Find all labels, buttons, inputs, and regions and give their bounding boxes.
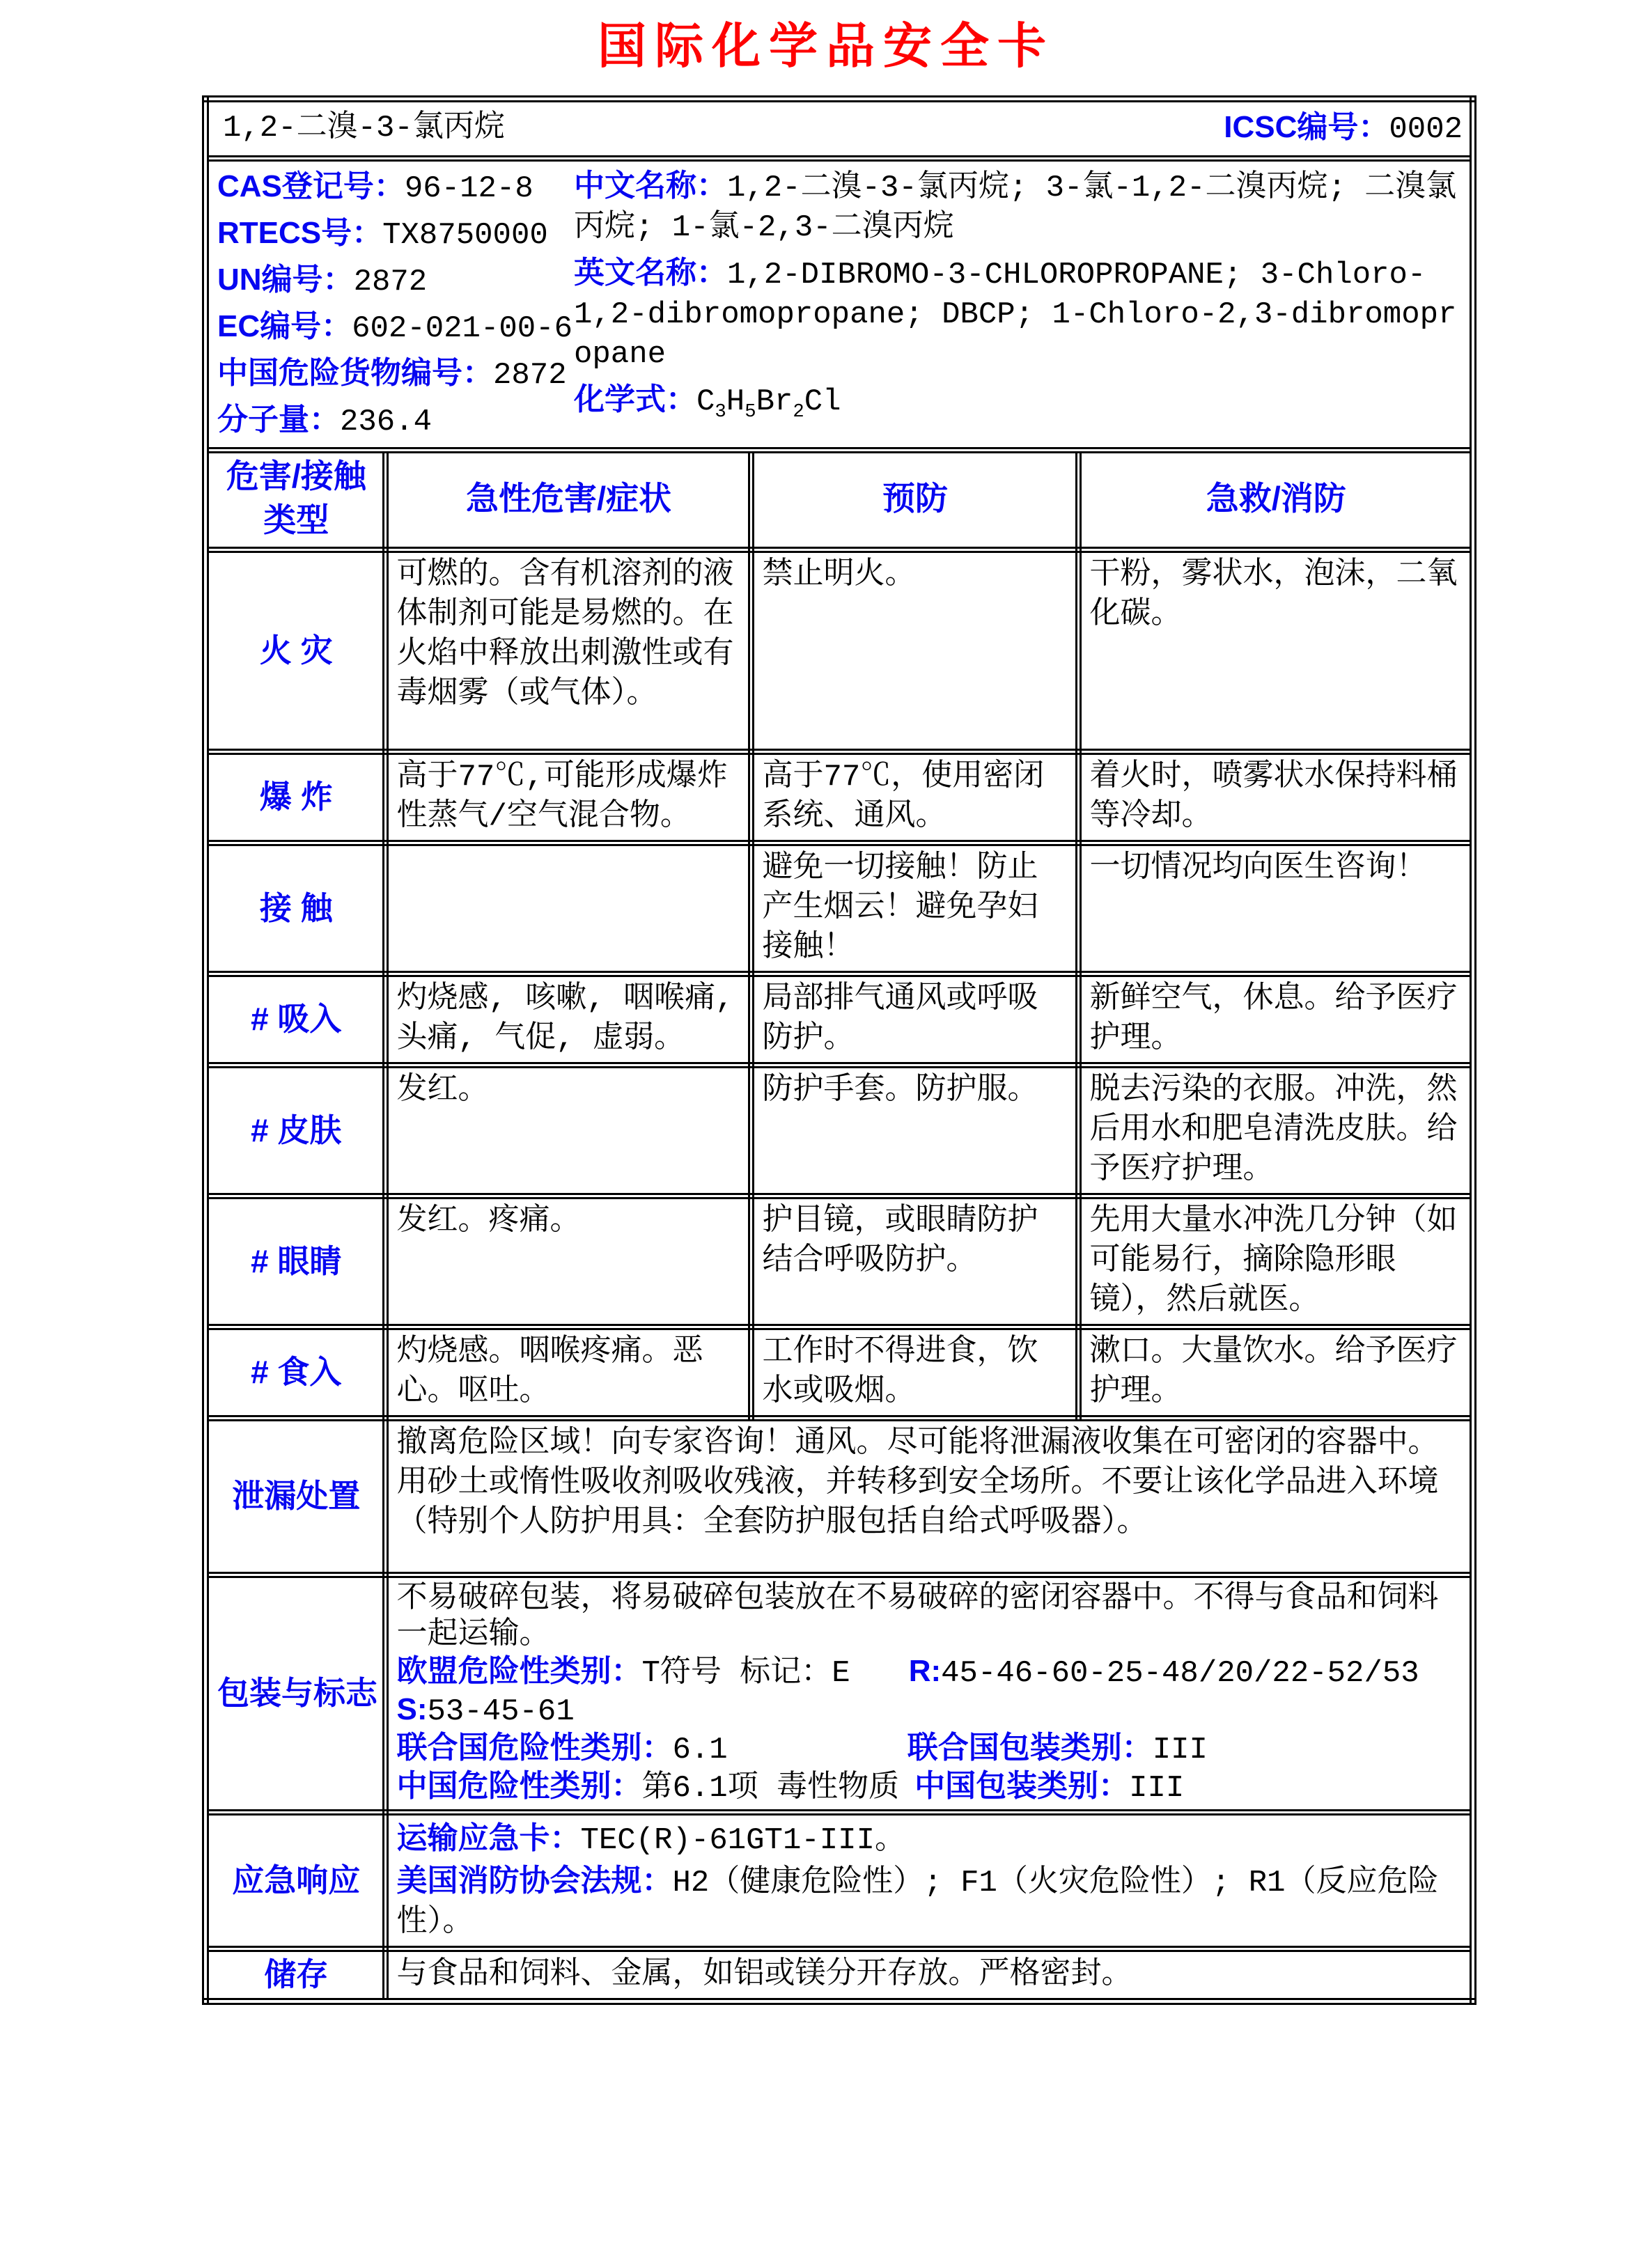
nfpa-value: H2（健康危险性）; F1（火灾危险性）; R1（反应危险性）。 — [396, 1866, 1439, 1940]
eu-hazard-class-label: 欧盟危险性类别： — [396, 1654, 642, 1688]
row-identifiers — [205, 159, 1473, 451]
page-title: 国际化学品安全卡 — [598, 19, 1054, 73]
transport-emergency-card-label: 运输应急卡： — [396, 1821, 581, 1855]
icsc-number-label: ICSC编号： — [1224, 110, 1389, 145]
ec-label: EC编号： — [217, 309, 352, 343]
inhalation-first-aid-cell: 新鲜空气，休息。给予医疗护理。 — [1078, 974, 1473, 1065]
chemical-formula-value: $C_3H_5Br_2Cl$ — [696, 384, 841, 423]
row-ingestion — [205, 1327, 1473, 1419]
header-hazard-type: 危害/接触类型 — [226, 458, 366, 538]
header-prevention: 预防 — [882, 479, 948, 517]
s-phrases-label: S: — [396, 1692, 428, 1726]
row-skin — [205, 1065, 1473, 1196]
ingestion-symptom-cell: 灼烧感。咽喉疼痛。恶心。呕吐。 — [385, 1327, 751, 1419]
packaging-type-label: 包装与标志 — [217, 1675, 377, 1711]
explosion-prevention-cell: 高于77℃，使用密闭系统、通风。 — [751, 752, 1078, 843]
eyes-prevention-cell: 护目镜，或眼睛防护结合呼吸防护。 — [751, 1196, 1078, 1327]
rtecs-value: TX8750000 — [382, 218, 548, 253]
un-hazard-class-label: 联合国危险性类别： — [396, 1731, 673, 1765]
header-symptom-cell — [385, 451, 751, 550]
emergency-type-label: 应急响应 — [232, 1861, 361, 1898]
eyes-type-cell — [205, 1196, 385, 1327]
exposure-prevention-cell: 避免一切接触！防止产生烟云！避免孕妇接触！ — [751, 843, 1078, 974]
cn-dg-number-line — [217, 351, 574, 398]
cn-pack-group-value: III — [1129, 1771, 1185, 1806]
packaging-text-cell — [385, 1575, 1473, 1813]
english-name-value: 1,2-DIBROMO-3-CHLOROPROPANE; 3-Chloro-1,2-dibromopropane; DBCP; 1-Chloro-2,3-dibromopropane — [574, 258, 1457, 372]
cas-number-line — [217, 164, 574, 211]
transport-emergency-card-line — [397, 1818, 1463, 1861]
english-name-para — [574, 253, 1463, 375]
un-pack-group-value: III — [1152, 1733, 1208, 1767]
row-inhalation — [205, 974, 1473, 1065]
header-first-aid: 急救/消防 — [1206, 479, 1346, 517]
fire-type-label: 火 灾 — [259, 632, 333, 669]
cn-pack-group-label: 中国包装类别： — [914, 1769, 1130, 1803]
un-value: 2872 — [353, 265, 428, 299]
ec-number-line — [217, 304, 574, 351]
storage-text-cell: 与食品和饲料、金属，如铝或镁分开存放。严格密封。 — [385, 1949, 1473, 2002]
nfpa-line — [397, 1861, 1463, 1943]
name-list — [574, 164, 1463, 427]
cn-class-line — [397, 1768, 1463, 1806]
chinese-name-para — [574, 166, 1463, 248]
english-name-label: 英文名称： — [574, 256, 727, 290]
molecular-weight-value: 236.4 — [340, 405, 433, 439]
spill-text-cell: 撤离危险区域！向专家咨询！通风。尽可能将泄漏液收集在可密闭的容器中。用砂土或惰性吸收剂吸收残液，并转移到安全场所。不要让该化学品进入环境（特别个人防护用具：全套防护服包括自给式呼吸器）。 — [385, 1419, 1473, 1575]
nfpa-label: 美国消防协会法规： — [396, 1864, 673, 1898]
cas-label: CAS登记号： — [217, 169, 405, 203]
storage-type-cell — [205, 1949, 385, 2002]
inhalation-prevention-cell: 局部排气通风或呼吸防护。 — [751, 974, 1078, 1065]
row-emergency-response — [205, 1813, 1473, 1949]
explosion-type-label: 爆 炸 — [259, 779, 333, 815]
skin-type-cell — [205, 1065, 385, 1196]
exposure-type-label: 接 触 — [259, 889, 333, 926]
icsc-page — [0, 18, 1652, 2241]
row-chemical-name — [205, 99, 1473, 159]
skin-first-aid-cell: 脱去污染的衣服。冲洗，然后用水和肥皂清洗皮肤。给予医疗护理。 — [1078, 1065, 1473, 1196]
eyes-type-label: # 眼睛 — [251, 1242, 342, 1279]
emergency-type-cell — [205, 1813, 385, 1949]
ingestion-prevention-cell: 工作时不得进食，饮水或吸烟。 — [751, 1327, 1078, 1419]
chemical-name-cell — [205, 99, 1473, 159]
header-prevention-cell — [751, 451, 1078, 550]
ingestion-type-label: # 食入 — [251, 1354, 342, 1390]
packaging-intro: 不易破碎包装，将易破碎包装放在不易破碎的密闭容器中。不得与食品和饲料一起运输。 — [396, 1582, 1439, 1653]
eyes-first-aid-cell: 先用大量水冲洗几分钟（如可能易行，摘除隐形眼镜），然后就医。 — [1078, 1196, 1473, 1327]
molecular-weight-line — [217, 398, 574, 444]
header-first-aid-cell — [1078, 451, 1473, 550]
identifier-list — [217, 164, 574, 444]
identifiers-cell — [205, 159, 1473, 451]
row-explosion — [205, 752, 1473, 843]
icsc-number-group — [1224, 107, 1463, 150]
chemical-name: 1,2-二溴-3-氯丙烷 — [223, 111, 505, 146]
cn-dg-value: 2872 — [493, 358, 567, 393]
s-phrases-value: 53-45-61 — [427, 1694, 575, 1729]
skin-type-label: # 皮肤 — [251, 1111, 342, 1148]
un-pack-group-label: 联合国包装类别： — [907, 1731, 1153, 1765]
ingestion-first-aid-cell: 漱口。大量饮水。给予医疗护理。 — [1078, 1327, 1473, 1419]
chinese-name-value: 1,2-二溴-3-氯丙烷; 3-氯-1,2-二溴丙烷; 二溴氯丙烷; 1-氯-2,3-二溴丙烷 — [574, 171, 1457, 245]
skin-prevention-cell: 防护手套。防护服。 — [751, 1065, 1078, 1196]
transport-emergency-card-value: TEC(R)-61GT1-III。 — [580, 1823, 905, 1858]
header-symptom: 急性危害/症状 — [465, 479, 672, 517]
spill-type-label: 泄漏处置 — [232, 1478, 361, 1514]
fire-prevention-cell: 禁止明火。 — [751, 550, 1078, 752]
cn-dg-label: 中国危险货物编号： — [217, 356, 493, 390]
eu-hazard-class-line — [397, 1653, 1463, 1692]
formula-para — [574, 380, 1463, 422]
explosion-type-cell — [205, 752, 385, 843]
exposure-symptom-cell — [385, 843, 751, 974]
row-storage — [205, 1949, 1473, 2002]
inhalation-type-label: # 吸入 — [251, 1001, 342, 1037]
chinese-name-label: 中文名称： — [574, 169, 727, 203]
spill-type-cell — [205, 1419, 385, 1575]
skin-symptom-cell: 发红。 — [385, 1065, 751, 1196]
eu-hazard-class-value: T符号 标记：E — [641, 1656, 850, 1691]
row-fire — [205, 550, 1473, 752]
un-hazard-class-value: 6.1 — [672, 1733, 728, 1767]
un-class-line — [397, 1730, 1463, 1768]
r-phrases-value: 45-46-60-25-48/20/22-52/53 — [941, 1656, 1419, 1691]
row-spill-disposal — [205, 1419, 1473, 1575]
explosion-first-aid-cell: 着火时，喷雾状水保持料桶等冷却。 — [1078, 752, 1473, 843]
molecular-weight-label: 分子量： — [217, 403, 340, 437]
chemical-formula-label: 化学式： — [574, 382, 696, 416]
rtecs-number-line — [217, 211, 574, 258]
explosion-symptom-cell: 高于77℃,可能形成爆炸性蒸气/空气混合物。 — [385, 752, 751, 843]
row-exposure — [205, 843, 1473, 974]
icsc-card-table — [202, 95, 1476, 2006]
inhalation-symptom-cell: 灼烧感, 咳嗽, 咽喉痛, 头痛, 气促, 虚弱。 — [385, 974, 751, 1065]
cas-value: 96-12-8 — [404, 171, 533, 206]
inhalation-type-cell — [205, 974, 385, 1065]
ec-value: 602-021-00-6 — [352, 311, 572, 346]
r-phrases-label: R: — [908, 1654, 942, 1688]
cn-hazard-class-value: 第6.1项 毒性物质 — [641, 1771, 900, 1806]
un-label: UN编号： — [217, 263, 354, 297]
exposure-type-cell — [205, 843, 385, 974]
emergency-text-cell — [385, 1813, 1473, 1949]
cn-hazard-class-label: 中国危险性类别： — [396, 1769, 642, 1803]
eyes-symptom-cell: 发红。疼痛。 — [385, 1196, 751, 1327]
fire-first-aid-cell: 干粉，雾状水，泡沫，二氧化碳。 — [1078, 550, 1473, 752]
un-number-line — [217, 258, 574, 304]
ingestion-type-cell — [205, 1327, 385, 1419]
header-hazard-type-cell — [205, 451, 385, 550]
hazard-header-row — [205, 451, 1473, 550]
s-phrases-line — [397, 1692, 1463, 1730]
row-packaging — [205, 1575, 1473, 1813]
fire-type-cell — [205, 550, 385, 752]
icsc-number-value: 0002 — [1389, 112, 1463, 148]
rtecs-label: RTECS号： — [217, 216, 383, 250]
exposure-first-aid-cell: 一切情况均向医生咨询！ — [1078, 843, 1473, 974]
fire-symptom-cell: 可燃的。含有机溶剂的液体制剂可能是易燃的。在火焰中释放出刺激性或有毒烟雾（或气体）。 — [385, 550, 751, 752]
storage-type-label: 储存 — [264, 1956, 329, 1992]
packaging-type-cell — [205, 1575, 385, 1813]
row-eyes — [205, 1196, 1473, 1327]
